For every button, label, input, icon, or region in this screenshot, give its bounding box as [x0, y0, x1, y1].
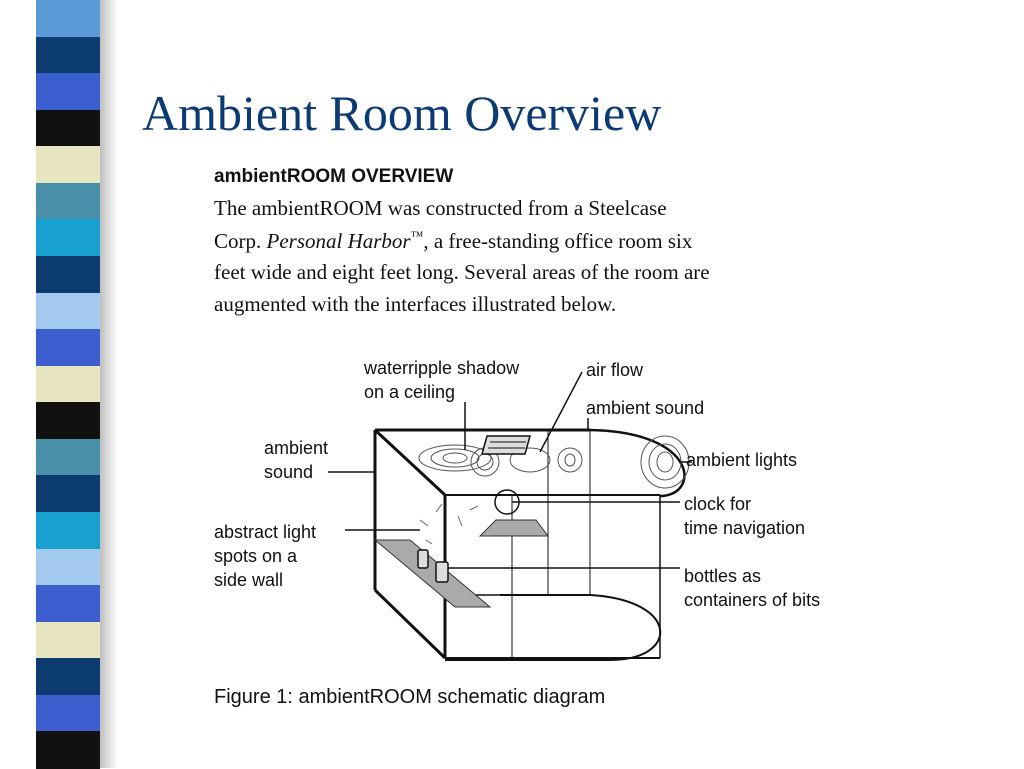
- paragraph-line-3: feet wide and eight feet long. Several areas of the room are: [214, 260, 710, 284]
- label-ambient-sound-top: ambient sound: [586, 398, 705, 418]
- paragraph-line-4: augmented with the interfaces illustrated below.: [214, 292, 617, 316]
- slide-title: Ambient Room Overview: [142, 85, 662, 141]
- table-surface: [375, 540, 490, 607]
- clock-icon: [480, 490, 548, 536]
- label-bottles-1: bottles as: [684, 566, 762, 586]
- label-air-flow: air flow: [586, 360, 644, 380]
- label-abstract-3: side wall: [214, 570, 284, 590]
- figure-caption: Figure 1: ambientROOM schematic diagram: [214, 686, 606, 708]
- label-clock-1: clock for: [684, 494, 752, 514]
- label-clock-2: time navigation: [684, 518, 806, 538]
- personal-harbor-italic: Personal Harbor: [266, 229, 411, 253]
- label-waterripple-1: waterripple shadow: [364, 358, 520, 378]
- label-ambient-lights: ambient lights: [686, 450, 798, 470]
- label-bottles-2: containers of bits: [684, 590, 821, 610]
- label-ambient-sound-left-1: ambient: [264, 438, 329, 458]
- water-ripple-pattern: [419, 436, 689, 488]
- figure-heading: ambientROOM OVERVIEW: [214, 166, 454, 187]
- label-waterripple-2: on a ceiling: [364, 382, 456, 402]
- curved-wall-top: [590, 430, 684, 496]
- air-vent: [482, 436, 530, 454]
- light-spots: [420, 504, 478, 544]
- trademark-symbol: ™: [410, 228, 424, 243]
- paragraph-line-1: The ambientROOM was constructed from a Steelcase: [214, 196, 667, 220]
- room-box-outline: [375, 430, 660, 658]
- label-abstract-1: abstract light: [214, 522, 317, 542]
- paragraph-line-2-start: Corp.: [214, 229, 267, 253]
- paragraph-line-2-end: , a free-standing office room six: [423, 229, 693, 253]
- label-ambient-sound-left-2: sound: [264, 462, 314, 482]
- label-abstract-2: spots on a: [214, 546, 298, 566]
